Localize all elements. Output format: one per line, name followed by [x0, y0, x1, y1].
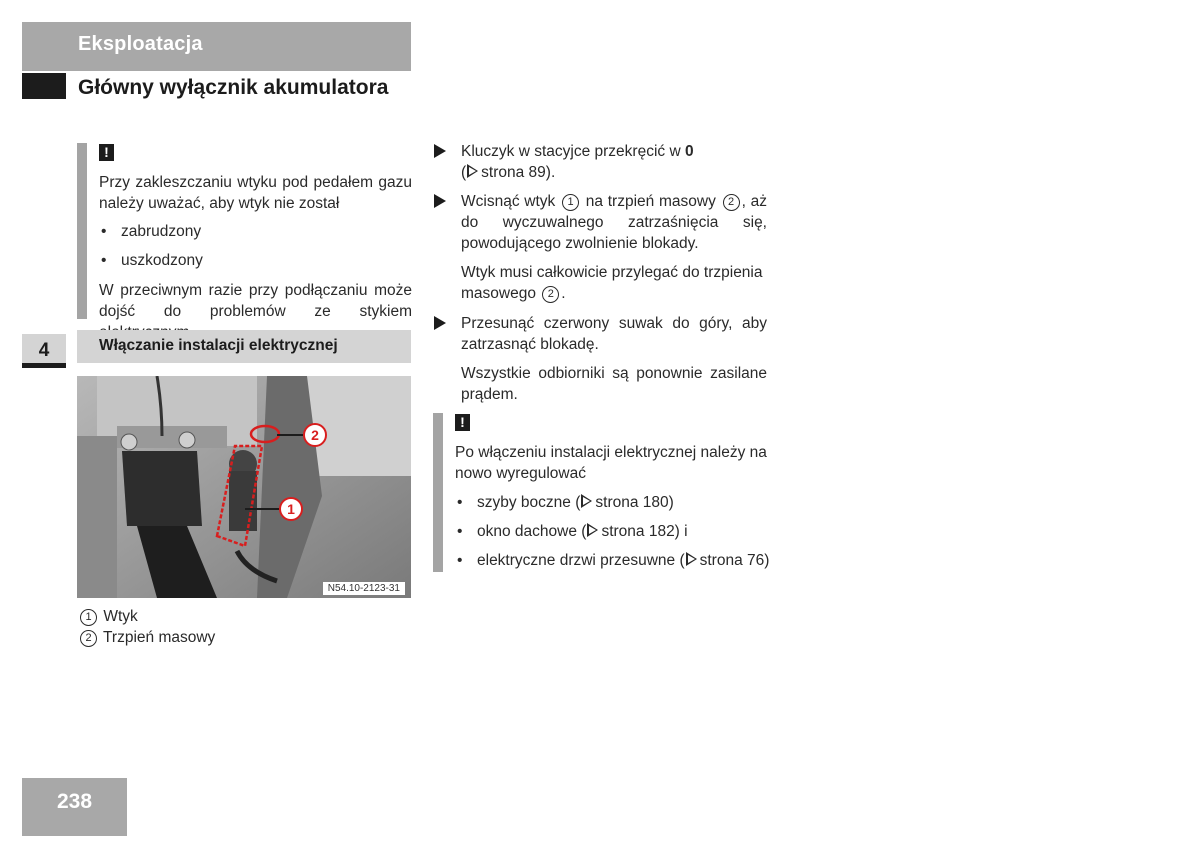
step-2-ref-1: 1: [562, 194, 579, 211]
bullet-ref: strona 76): [699, 552, 770, 569]
warning-icon: !: [455, 414, 470, 431]
step-3: Przesunąć czerwony suwak do góry, aby zatrzasnąć blokadę.: [461, 315, 767, 353]
warning-right-bullet-3: [477, 550, 769, 571]
page-ref-icon: [467, 164, 478, 178]
legend-item-1: [78, 606, 138, 627]
page-number: 238: [56, 790, 93, 813]
callout-1: 1: [287, 501, 295, 517]
legend-item-2: [78, 627, 215, 648]
photo-illustration: [77, 376, 411, 598]
callout-2: 2: [311, 427, 319, 443]
warning-right-bullet-2: [477, 521, 688, 542]
bullet-text: okno dachowe (: [477, 523, 587, 540]
warning-right-bullet-1: [477, 492, 674, 513]
step-2-text-b: na trzpień masowy: [585, 193, 716, 210]
subsection-title: Włączanie instalacji elektrycznej: [99, 337, 338, 354]
step-2-text-a: Wcisnąć wtyk: [461, 193, 556, 210]
page-ref-icon: [686, 552, 697, 566]
step-arrow-icon: [434, 194, 446, 208]
figure-code: N54.10-2123-31: [323, 582, 405, 595]
step-2-note-text: Wtyk musi całkowicie przylegać do trzpienia masowego: [461, 264, 763, 302]
step-1-key-position: 0: [684, 143, 694, 160]
legend-label-1: Wtyk: [103, 608, 138, 625]
step-2-note-end: .: [561, 285, 566, 302]
step-1: [461, 141, 767, 183]
step-3-note: Wszystkie odbiorniki są ponownie zasilane prądem.: [461, 365, 767, 403]
step-2-note-ref: 2: [542, 286, 559, 303]
step-1-ref-open: (: [461, 164, 467, 181]
warning-icon: !: [99, 144, 114, 161]
warning-bar-left: [77, 143, 87, 319]
chapter-number: 4: [38, 340, 50, 361]
legend-number-1: 1: [80, 609, 97, 626]
legend-label-2: Trzpień masowy: [103, 629, 216, 646]
page-ref-icon: [587, 523, 598, 537]
bullet-text: szyby boczne (: [477, 494, 581, 511]
step-arrow-icon: [434, 316, 446, 330]
bullet-ref: strona 180): [595, 494, 674, 511]
legend-number-2: 2: [80, 630, 97, 647]
warning-left-bullet-2: • uszkodzony: [121, 250, 203, 271]
warning-right-intro: Po włączeniu instalacji elektrycznej należy na nowo wyregulować: [455, 444, 767, 482]
warning-left-bullet-1: • zabrudzony: [121, 221, 201, 242]
section-title: Eksploatacja: [78, 33, 203, 55]
step-arrow-icon: [434, 144, 446, 158]
bullet-ref: strona 182) i: [601, 523, 688, 540]
step-1-ref: strona 89).: [481, 164, 556, 181]
page-title: Główny wyłącznik akumulatora: [78, 76, 389, 99]
warning-left-intro: Przy zakleszczaniu wtyku pod pedałem gazu należy uważać, aby wtyk nie został: [99, 174, 412, 212]
photo-battery-switch: [77, 376, 411, 598]
title-marker: [22, 73, 66, 99]
step-2-ref-2: 2: [723, 194, 740, 211]
step-2: [461, 191, 767, 254]
step-1-text: Kluczyk w stacyjce przekręcić w: [461, 143, 681, 160]
warning-bar-right: [433, 413, 443, 572]
step-2-note: [461, 262, 767, 304]
warning-left-outro: W przeciwnym razie przy podłączaniu może dojść do problemów ze stykiem: [99, 282, 412, 320]
page-ref-icon: [581, 494, 592, 508]
step-2-text-c: , aż do wyczuwalnego zatrzaśnięcia się, powodującego zwolnienie blokady.: [461, 193, 767, 252]
bullet-text: elektryczne drzwi przesuwne (: [477, 552, 685, 569]
